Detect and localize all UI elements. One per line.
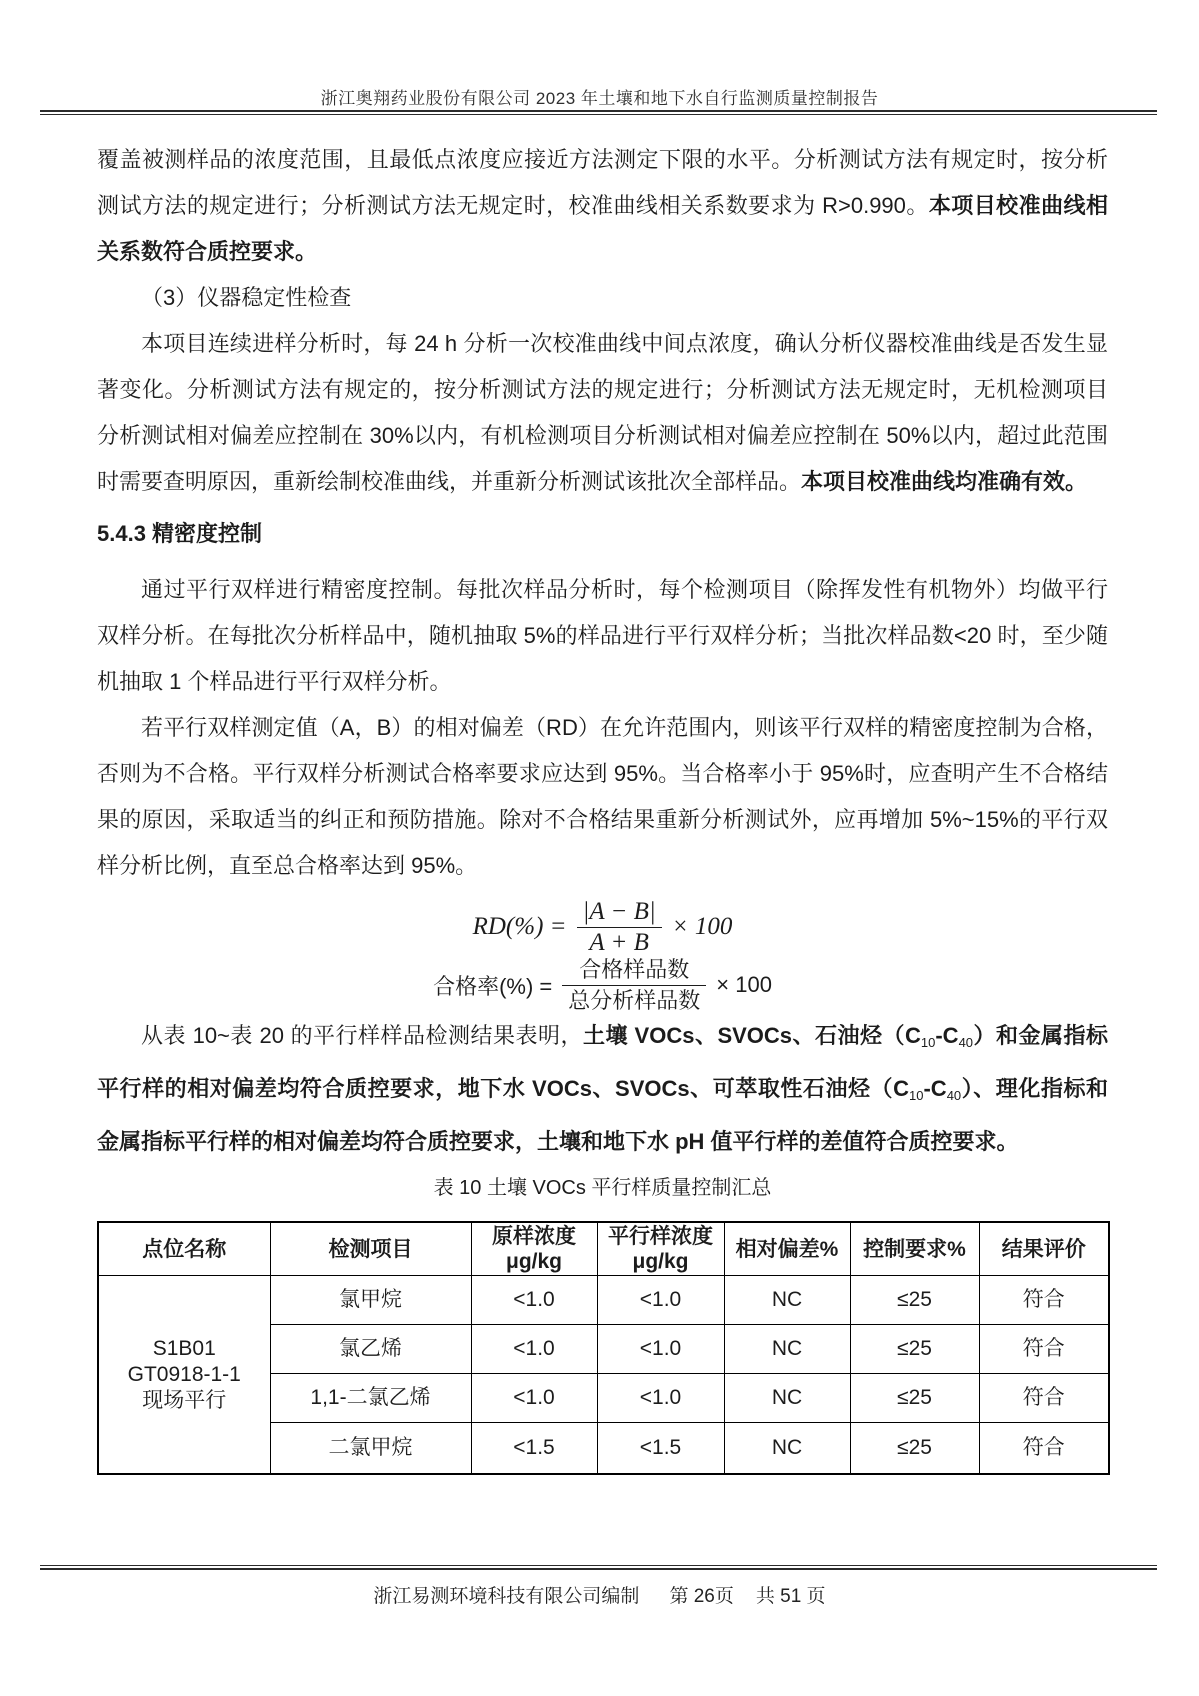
cell-duplicate: <1.5 [597,1423,724,1475]
paragraph-results-summary [97,1013,1108,1165]
document-body [97,137,1108,1475]
footer-page-number: 第 26页 [669,1586,734,1607]
col-header-original-concentration [471,1222,597,1276]
site-line2: GT0918-1-1 [127,1362,241,1386]
col-header-unit: μg/kg [505,1250,563,1273]
cell-item: 氯甲烷 [270,1276,471,1325]
cell-relative-deviation: NC [724,1423,850,1475]
paragraph-text: 覆盖被测样品的浓度范围，且最低点浓度应接近方法测定下限的水平。分析测试方法有规定时，按分析测试方法的规定进行；分析测试方法无规定时，校准曲线相关系数要求为 R>0.990。 [97,147,1108,218]
cell-control-limit: ≤25 [850,1374,979,1423]
formula-denominator: A + B [589,928,649,956]
cell-relative-deviation: NC [724,1276,850,1325]
page-header-title: 浙江奥翔药业股份有限公司 2023 年土壤和地下水自行监测质量控制报告 [320,89,879,108]
qc-summary-table [97,1221,1110,1475]
formula-lhs: RD(%) = [472,913,567,940]
cell-relative-deviation: NC [724,1374,850,1423]
formula-multiplier: × 100 [671,913,733,940]
paragraph-bold-text: -C [935,1023,959,1048]
paragraph-precision-control: 通过平行双样进行精密度控制。每批次样品分析时，每个检测项目（除挥发性有机物外）均做平行双样分析。在每批次分析样品中，随机抽取 5%的样品进行平行双样分析；当批次样品数<20 时，至少随机抽取 1 个样品进行平行双样分析。 [97,577,1108,694]
cell-result: 符合 [979,1423,1109,1475]
paragraph-bold-text: -C [923,1076,947,1101]
cell-result: 符合 [979,1325,1109,1374]
paragraph-parallel-sample-rule: 若平行双样测定值（A，B）的相对偏差（RD）在允许范围内，则该平行双样的精密度控制为合格，否则为不合格。平行双样分析测试合格率要求应达到 95%。当合格率小于 95%时，应查明产生不合格结果的原因，采取适当的纠正和预防措施。除对不合格结果重新分析测试外，应再增加 5%~15%的平行双样分析比例，直至总合格率达到 95%。 [97,715,1108,878]
formula-denominator: 总分析样品数 [568,987,701,1013]
col-header-result: 结果评价 [979,1222,1109,1276]
col-header-control-limit: 控制要求% [850,1222,979,1276]
formula-numerator: 合格样品数 [562,957,706,986]
formula-relative-deviation [97,899,1108,955]
cell-original: <1.0 [471,1276,597,1325]
site-name-cell [98,1276,270,1475]
cell-item: 氯乙烯 [270,1325,471,1374]
cell-original: <1.5 [471,1423,597,1475]
paragraph-text: 本项目连续进样分析时，每 24 h 分析一次校准曲线中间点浓度，确认分析仪器校准曲线是否发生显著变化。分析测试方法有规定的，按分析测试方法的规定进行；分析测试方法无规定时，无机检测项目分析测试相对偏差应控制在 30%以内，有机检测项目分析测试相对偏差应控制在 50%以内，超过此范围时需要查明原因，重新绘制校准曲线，并重新分析测试该批次全部样品。 [97,331,1108,494]
table-header-row [98,1222,1109,1276]
page-footer [0,1580,1199,1614]
section-heading-5-4-3: 5.4.3 精密度控制 [97,521,263,546]
col-header-relative-deviation: 相对偏差% [724,1222,850,1276]
paragraph-stability-check [97,321,1108,505]
cell-original: <1.0 [471,1374,597,1423]
paragraph-instrument-stability-heading: （3）仪器稳定性检查 [141,285,352,310]
cell-duplicate: <1.0 [597,1276,724,1325]
cell-relative-deviation: NC [724,1325,850,1374]
formula-pass-rate [97,957,1108,1013]
col-header-line1: 平行样浓度 [608,1225,713,1248]
paragraph-text: 从表 10~表 20 的平行样样品检测结果表明， [141,1023,583,1048]
formula-multiplier: × 100 [716,972,772,997]
paragraph-bold-text: ）、理化指标和金属指标平行样的相对偏差均符合质控要求，土壤和地下水 pH 值平行样的差值符合质控要求。 [97,1076,1108,1154]
paragraph-bold-text: 土壤 VOCs、SVOCs、石油烃（C [582,1023,921,1048]
formula-fraction [577,899,662,956]
cell-duplicate: <1.0 [597,1325,724,1374]
formula-lhs: 合格率(%) = [433,973,553,999]
footer-page-total: 共 51 页 [755,1586,826,1607]
cell-duplicate: <1.0 [597,1374,724,1423]
cell-control-limit: ≤25 [850,1325,979,1374]
paragraph-bold-text: 本项目校准曲线相关系数符合质控要求。 [97,193,1108,264]
footer-org: 浙江易测环境科技有限公司编制 [373,1586,640,1607]
site-line3: 现场平行 [142,1388,227,1412]
cell-control-limit: ≤25 [850,1276,979,1325]
subscript: 10 [909,1088,924,1103]
table-row [98,1276,1109,1325]
paragraph-bold-text: ）和金属指标平行样的相对偏差均符合质控要求，地下水 VOCs、SVOCs、可萃取性石油烃（C [97,1023,1108,1101]
subscript: 40 [958,1035,974,1050]
subscript: 10 [920,1035,936,1050]
formula-fraction [562,957,706,1014]
col-header-unit: μg/kg [632,1250,689,1273]
col-header-duplicate-concentration [597,1222,724,1276]
footer-divider [40,1565,1157,1570]
paragraph-calibration [97,137,1108,275]
formula-numerator: |A − B| [577,899,662,928]
table-title: 表 10 土壤 VOCs 平行样质量控制汇总 [433,1177,772,1199]
col-header-line1: 原样浓度 [492,1225,576,1248]
col-header-site: 点位名称 [98,1222,270,1276]
site-line1: S1B01 [152,1336,216,1360]
cell-original: <1.0 [471,1325,597,1374]
col-header-item: 检测项目 [270,1222,471,1276]
cell-item: 二氯甲烷 [270,1423,471,1475]
cell-control-limit: ≤25 [850,1423,979,1475]
paragraph-bold-text: 本项目校准曲线均准确有效。 [801,469,1088,494]
cell-result: 符合 [979,1374,1109,1423]
cell-item: 1,1-二氯乙烯 [270,1374,471,1423]
cell-result: 符合 [979,1276,1109,1325]
header-divider [40,110,1157,115]
subscript: 40 [946,1088,962,1103]
